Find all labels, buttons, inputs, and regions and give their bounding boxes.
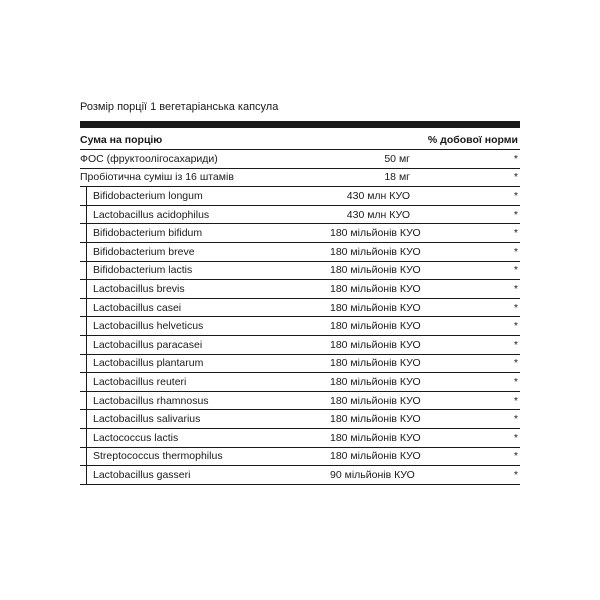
ingredient-amount: 180 мільйонів КУО [330,413,421,426]
daily-value: * [513,338,518,351]
ingredient-name: Bifidobacterium breve [93,245,195,258]
ingredient-amount: 180 мільйонів КУО [330,431,421,444]
ingredient-name: Lactobacillus gasseri [93,468,191,481]
table-row [80,466,520,485]
table-row [80,187,520,206]
supplement-facts-panel [80,97,520,485]
ingredient-amount: 18 мг [384,171,410,184]
daily-value: * [513,152,518,165]
daily-value: * [513,245,518,258]
thick-divider [80,121,520,128]
daily-value: * [513,189,518,202]
ingredient-amount: 180 мільйонів КУО [330,357,421,370]
ingredient-amount: 90 мільйонів КУО [330,468,415,481]
ingredient-name: Bifidobacterium lactis [93,264,193,277]
table-row [80,206,520,225]
ingredient-amount: 180 мільйонів КУО [330,338,421,351]
ingredient-list [80,150,520,485]
daily-value: * [513,264,518,277]
ingredient-name: Lactococcus lactis [93,431,179,444]
ingredient-name: Bifidobacterium bifidum [93,227,203,240]
daily-value: * [513,413,518,426]
ingredient-name: Lactobacillus plantarum [93,357,204,370]
table-row [80,429,520,448]
daily-value: * [513,450,518,463]
table-row [80,336,520,355]
table-row [80,243,520,262]
table-row [80,410,520,429]
ingredient-amount: 180 мільйонів КУО [330,394,421,407]
ingredient-amount: 180 мільйонів КУО [330,375,421,388]
ingredient-name: Lactobacillus helveticus [93,320,204,333]
daily-value: * [513,375,518,388]
ingredient-amount: 430 млн КУО [346,189,410,202]
ingredient-name: Lactobacillus brevis [93,282,185,295]
ingredient-amount: 180 мільйонів КУО [330,245,421,258]
ingredient-name: Lactobacillus acidophilus [93,208,210,221]
daily-value: * [513,301,518,314]
daily-value: * [513,431,518,444]
ingredient-name: Bifidobacterium longum [93,189,203,202]
ingredient-name: ФОС (фруктоолігосахариди) [80,152,218,165]
table-row [80,448,520,467]
ingredient-name: Lactobacillus paracasei [93,338,203,351]
ingredient-name: Lactobacillus rhamnosus [93,394,209,407]
table-row [80,392,520,411]
table-row [80,262,520,281]
table-row [80,169,520,188]
table-row [80,150,520,169]
ingredient-amount: 180 мільйонів КУО [330,301,421,314]
daily-value: * [513,208,518,221]
ingredient-name: Streptococcus thermophilus [93,450,223,463]
table-row [80,224,520,243]
ingredient-name: Lactobacillus reuteri [93,375,187,388]
ingredient-amount: 180 мільйонів КУО [330,320,421,333]
ingredient-name: Lactobacillus casei [93,301,182,314]
ingredient-name: Lactobacillus salivarius [93,413,201,426]
daily-value: * [513,282,518,295]
daily-value-heading: % добової норми [427,134,518,146]
serving-size: Розмір порції 1 вегетаріанська капсула [80,101,279,113]
daily-value: * [513,171,518,184]
table-row [80,373,520,392]
daily-value: * [513,468,518,481]
daily-value: * [513,320,518,333]
ingredient-amount: 430 млн КУО [346,208,410,221]
daily-value: * [513,394,518,407]
ingredient-amount: 180 мільйонів КУО [330,282,421,295]
table-row [80,280,520,299]
indent-line [86,187,87,485]
ingredient-amount: 50 мг [384,152,410,165]
amount-per-serving-heading: Сума на порцію [80,134,163,146]
table-row [80,299,520,318]
table-row [80,317,520,336]
ingredient-amount: 180 мільйонів КУО [330,264,421,277]
ingredient-amount: 180 мільйонів КУО [330,227,421,240]
table-row [80,355,520,374]
ingredient-amount: 180 мільйонів КУО [330,450,421,463]
table-header [80,128,520,150]
ingredient-name: Пробіотична суміш із 16 штамів [80,171,234,184]
daily-value: * [513,227,518,240]
daily-value: * [513,357,518,370]
